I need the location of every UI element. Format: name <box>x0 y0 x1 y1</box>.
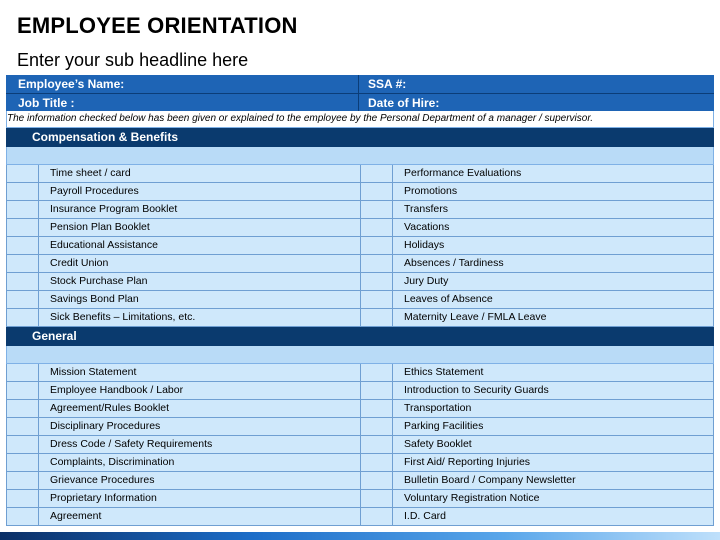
checklist-row <box>6 273 714 291</box>
checklist-item-label: First Aid/ Reporting Injuries <box>393 454 714 471</box>
checklist-item-label: Savings Bond Plan <box>50 293 139 305</box>
checkbox-right[interactable] <box>360 183 393 200</box>
section-header: Compensation & Benefits <box>6 128 714 147</box>
checklist-item-label: Safety Booklet <box>393 436 714 453</box>
checkbox-left[interactable] <box>6 418 39 435</box>
section-header: General <box>6 327 714 346</box>
checklist-item-label: Stock Purchase Plan <box>50 275 148 287</box>
date-of-hire-field[interactable]: Date of Hire: <box>368 96 440 110</box>
checkbox-left[interactable] <box>6 400 39 417</box>
checklist-row <box>6 472 714 490</box>
checklist-row <box>6 364 714 382</box>
checklist-item-label: Credit Union <box>50 257 109 269</box>
checklist-row <box>6 165 714 183</box>
checkbox-left[interactable] <box>6 219 39 236</box>
checklist-item-label: Absences / Tardiness <box>393 255 714 272</box>
checklist-item-label: Dress Code / Safety Requirements <box>50 438 213 450</box>
checkbox-right[interactable] <box>360 219 393 236</box>
checkbox-right[interactable] <box>360 418 393 435</box>
checklist-item-label: Transfers <box>393 201 714 218</box>
checklist-row <box>6 490 714 508</box>
checkbox-right[interactable] <box>360 255 393 272</box>
header-row-name <box>6 75 714 93</box>
checklist-row <box>6 508 714 526</box>
checklist-row <box>6 291 714 309</box>
checklist-row <box>6 400 714 418</box>
section-spacer-row <box>6 346 714 364</box>
checklist-item-label: Performance Evaluations <box>393 165 714 182</box>
checklist-item-label: Holidays <box>393 237 714 254</box>
page-subtitle: Enter your sub headline here <box>17 50 249 70</box>
checkbox-left[interactable] <box>6 309 39 326</box>
checkbox-left[interactable] <box>6 255 39 272</box>
ssa-field[interactable]: SSA #: <box>368 77 407 91</box>
checklist-item-label: Payroll Procedures <box>50 185 139 197</box>
checklist-item-label: I.D. Card <box>393 508 714 525</box>
checklist-item-label: Agreement <box>50 510 102 522</box>
job-title-field[interactable]: Job Title : <box>6 94 359 111</box>
checkbox-right[interactable] <box>360 309 393 326</box>
checklist-item-label: Disciplinary Procedures <box>50 420 161 432</box>
checklist-item-label: Promotions <box>393 183 714 200</box>
checklist-item-label: Educational Assistance <box>50 239 158 251</box>
checklist-row <box>6 454 714 472</box>
checkbox-left[interactable] <box>6 291 39 308</box>
checkbox-left[interactable] <box>6 273 39 290</box>
section-spacer-row <box>6 147 714 165</box>
checkbox-right[interactable] <box>360 436 393 453</box>
footer-gradient-bar <box>0 532 720 540</box>
checklist-row <box>6 201 714 219</box>
checkbox-right[interactable] <box>360 490 393 507</box>
checklist-item-label: Jury Duty <box>393 273 714 290</box>
checkbox-left[interactable] <box>6 364 39 381</box>
checklist-item-label: Agreement/Rules Booklet <box>50 402 170 414</box>
checkbox-right[interactable] <box>360 237 393 254</box>
checklist-row <box>6 436 714 454</box>
checklist-item-label: Transportation <box>393 400 714 417</box>
checkbox-right[interactable] <box>360 508 393 525</box>
orientation-form <box>6 75 714 526</box>
checkbox-right[interactable] <box>360 364 393 381</box>
checklist-row <box>6 183 714 201</box>
checkbox-left[interactable] <box>6 472 39 489</box>
checkbox-right[interactable] <box>360 273 393 290</box>
checklist-item-label: Pension Plan Booklet <box>50 221 150 233</box>
checklist-sections <box>6 128 714 526</box>
checkbox-right[interactable] <box>360 165 393 182</box>
checkbox-left[interactable] <box>6 165 39 182</box>
checkbox-right[interactable] <box>360 454 393 471</box>
checklist-row <box>6 255 714 273</box>
checklist-row <box>6 237 714 255</box>
checklist-row <box>6 219 714 237</box>
checkbox-left[interactable] <box>6 490 39 507</box>
checklist-item-label: Insurance Program Booklet <box>50 203 178 215</box>
checklist-row <box>6 382 714 400</box>
checklist-item-label: Maternity Leave / FMLA Leave <box>393 309 714 326</box>
checklist-item-label: Voluntary Registration Notice <box>393 490 714 507</box>
page-title: EMPLOYEE ORIENTATION <box>17 13 298 38</box>
checkbox-left[interactable] <box>6 382 39 399</box>
checkbox-left[interactable] <box>6 508 39 525</box>
checklist-item-label: Complaints, Discrimination <box>50 456 175 468</box>
checkbox-left[interactable] <box>6 237 39 254</box>
checkbox-right[interactable] <box>360 291 393 308</box>
checklist-item-label: Mission Statement <box>50 366 137 378</box>
checklist-item-label: Ethics Statement <box>393 364 714 381</box>
checkbox-left[interactable] <box>6 201 39 218</box>
checkbox-left[interactable] <box>6 454 39 471</box>
checklist-item-label: Proprietary Information <box>50 492 157 504</box>
checkbox-left[interactable] <box>6 436 39 453</box>
checkbox-right[interactable] <box>360 201 393 218</box>
checkbox-right[interactable] <box>360 472 393 489</box>
instruction-note: The information checked below has been given or explained to the employee by the Personal Department of a manager / supervisor. <box>6 111 714 128</box>
checkbox-right[interactable] <box>360 382 393 399</box>
checklist-item-label: Sick Benefits – Limitations, etc. <box>50 311 196 323</box>
checkbox-right[interactable] <box>360 400 393 417</box>
checklist-item-label: Time sheet / card <box>50 167 131 179</box>
employee-name-field[interactable]: Employee’s Name: <box>6 75 359 93</box>
header-row-job <box>6 93 714 111</box>
checkbox-left[interactable] <box>6 183 39 200</box>
checklist-item-label: Employee Handbook / Labor <box>50 384 184 396</box>
checklist-item-label: Leaves of Absence <box>393 291 714 308</box>
checklist-item-label: Grievance Procedures <box>50 474 155 486</box>
checklist-item-label: Parking Facilities <box>393 418 714 435</box>
checklist-item-label: Introduction to Security Guards <box>393 382 714 399</box>
checklist-item-label: Bulletin Board / Company Newsletter <box>393 472 714 489</box>
checklist-row <box>6 418 714 436</box>
checklist-row <box>6 309 714 327</box>
checklist-item-label: Vacations <box>393 219 714 236</box>
